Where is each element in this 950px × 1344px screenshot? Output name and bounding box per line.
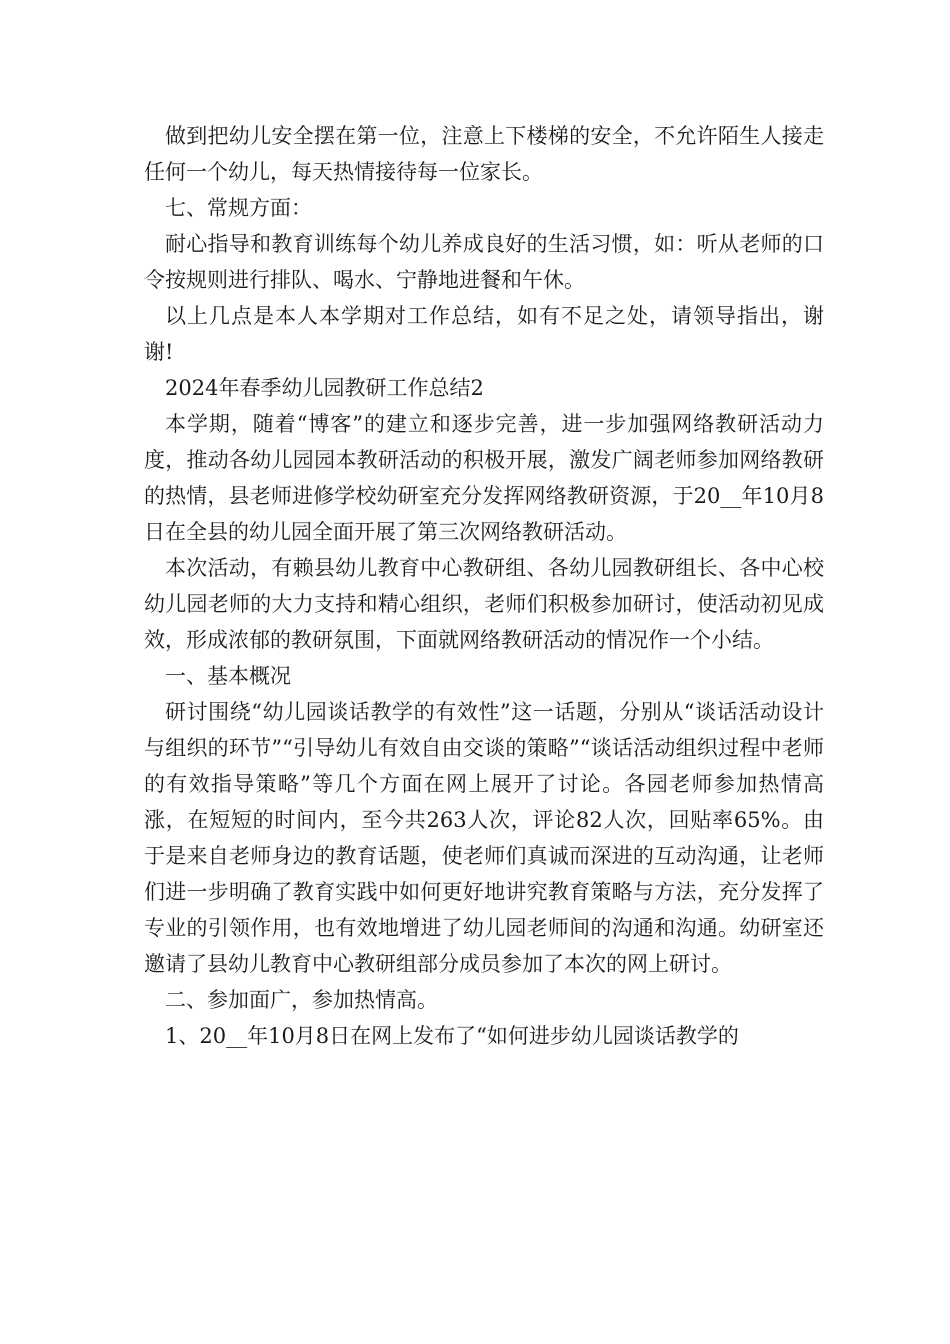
paragraph-safety: 做到把幼儿安全摆在第一位，注意上下楼梯的安全，不允许陌生人接走任何一个幼儿，每天热情接待每一位家长。 bbox=[144, 124, 824, 184]
paragraph-closing: 以上几点是本人本学期对工作总结，如有不足之处，请领导指出，谢谢! bbox=[144, 304, 824, 364]
paragraph-intro: 本学期，随着“博客”的建立和逐步完善，进一步加强网络教研活动力度，推动各幼儿园园本教研活动的积极开展，激发广阔老师参加网络教研的热情，县老师进修学校幼研室充分发挥网络教研资源，于20__年10月8日在全县的幼儿园全面开展了第三次网络教研活动。 bbox=[144, 412, 824, 544]
section-title: 2024年春季幼儿园教研工作总结2 bbox=[165, 376, 484, 400]
paragraph-item-1: 1、20__年10月8日在网上发布了“如何进步幼儿园谈话教学的 bbox=[165, 1024, 739, 1048]
heading-participation: 二、参加面广，参加热情高。 bbox=[165, 988, 438, 1012]
heading-overview: 一、基本概况 bbox=[165, 664, 291, 688]
paragraph-routine: 耐心指导和教育训练每个幼儿养成良好的生活习惯，如：听从老师的口令按规则进行排队、喝水、宁静地进餐和午休。 bbox=[144, 232, 824, 292]
heading-routine: 七、常规方面： bbox=[165, 196, 312, 220]
paragraph-overview: 研讨围绕“幼儿园谈话教学的有效性”这一话题，分别从“谈话活动设计与组织的环节”“引导幼儿有效自由交谈的策略”“谈话活动组织过程中老师的有效指导策略”等几个方面在网上展开了讨论。各园老师参加热情高涨，在短短的时间内，至今共263人次，评论82人次，回贴率65%。由于是来自老师身边的教育话题，使老师们真诚而深进的互动沟通，让老师们进一步明确了教育实践中如何更好地讲究教育策略与方法，充分发挥了专业的引领作用，也有效地增进了幼儿园老师间的沟通和沟通。幼研室还邀请了县幼儿教育中心教研组部分成员参加了本次的网上研讨。 bbox=[144, 700, 824, 976]
paragraph-activity: 本次活动，有赖县幼儿教育中心教研组、各幼儿园教研组长、各中心校幼儿园老师的大力支持和精心组织，老师们积极参加研讨，使活动初见成效，形成浓郁的教研氛围，下面就网络教研活动的情况作一个小结。 bbox=[144, 556, 824, 652]
document-body bbox=[144, 118, 824, 1054]
